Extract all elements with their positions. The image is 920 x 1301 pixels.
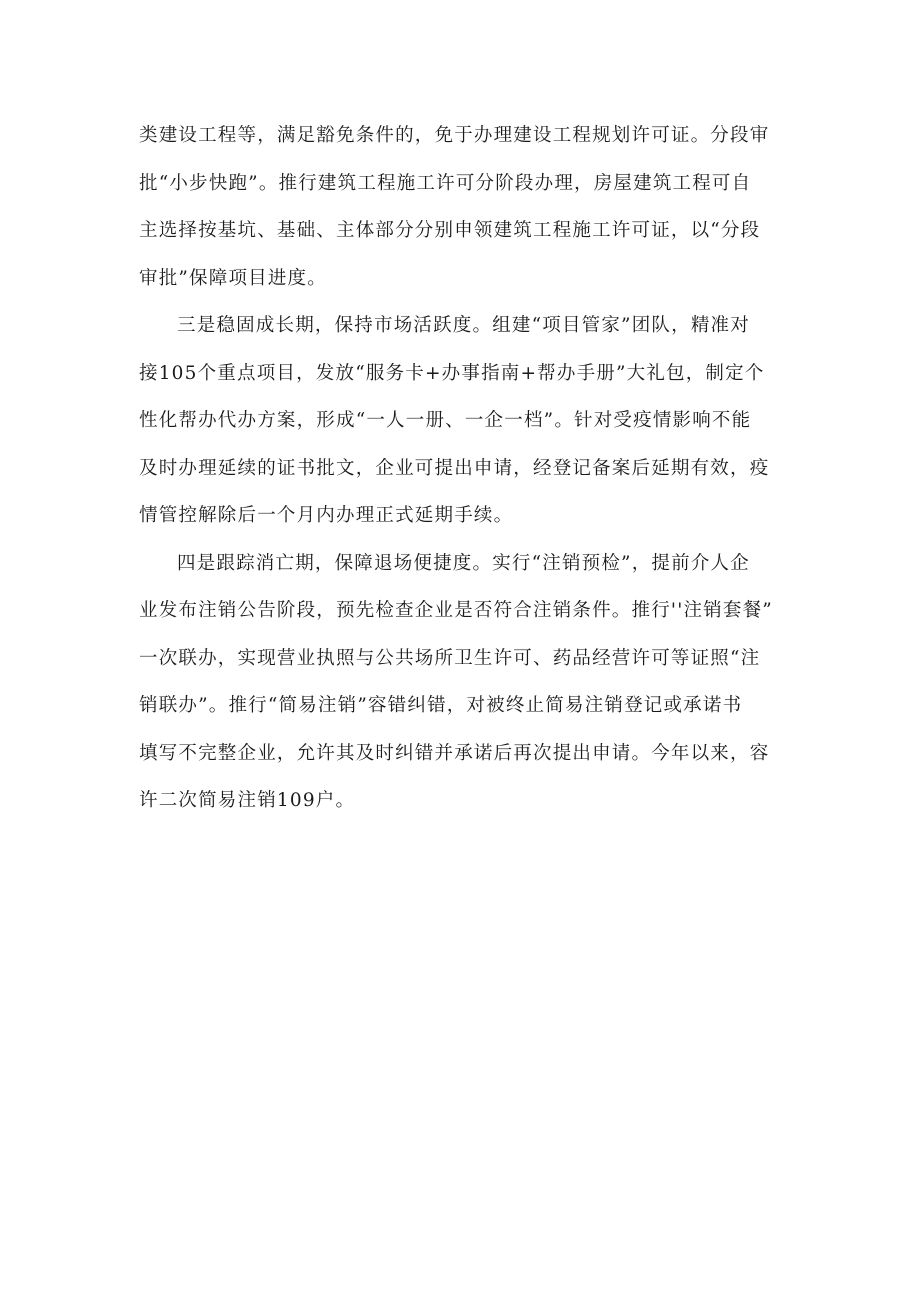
text-line: 及时办理延续的证书批文，企业可提出申请，经登记备案后延期有效，疫 [139, 457, 770, 479]
paragraph-exit-stage [139, 540, 791, 825]
text-line: 批“小步快跑”。推行建筑工程施工许可分阶段办理，房屋建筑工程可自 [139, 172, 752, 194]
text-line: 性化帮办代办方案，形成“一人一册、一企一档”。针对受疫情影响不能 [139, 410, 752, 431]
text-line: 填写不完整企业，允许其及时纠错并承诺后再次提出申请。今年以来，容 [139, 742, 770, 764]
paragraph-growth-stage [139, 302, 791, 540]
text-line: 业发布注销公告阶段，预先检查企业是否符合注销条件。推行''注销套餐” [139, 600, 773, 621]
document-body [139, 112, 791, 825]
text-line: 接105个重点项目，发放“服务卡+办事指南+帮办手册”大礼包，制定个 [139, 362, 765, 384]
text-line: 类建设工程等，满足豁免条件的，免于办理建设工程规划许可证。分段审 [139, 125, 770, 146]
text-line: 销联办”。推行“简易注销”容错纠错，对被终止简易注销登记或承诺书 [139, 695, 743, 716]
text-line: 审批”保障项目进度。 [139, 267, 327, 289]
text-line: 情管控解除后一个月内办理正式延期手续。 [139, 505, 514, 526]
text-line: 四是跟踪消亡期，保障退场便捷度。实行“注销预检”，提前介人企 [177, 552, 750, 574]
text-line: 一次联办，实现营业执照与公共场所卫生许可、药品经营许可等证照“注 [139, 647, 761, 669]
text-line: 三是稳固成长期，保持市场活跃度。组建“项目管家”团队，精准对 [177, 315, 750, 336]
text-line: 主选择按基坑、基础、主体部分分别申领建筑工程施工许可证，以“分段 [139, 220, 761, 241]
text-line: 许二次简易注销109户。 [139, 790, 356, 811]
paragraph-continuation [139, 112, 791, 302]
